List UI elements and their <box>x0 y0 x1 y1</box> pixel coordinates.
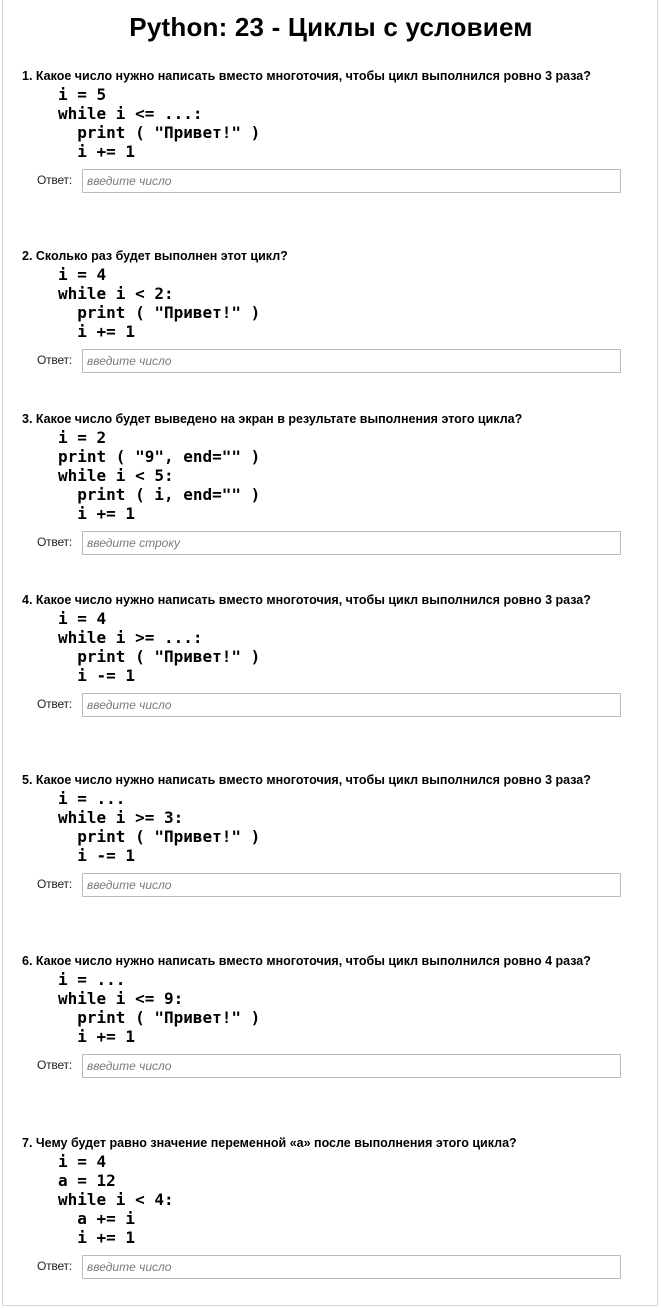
task-question: 5. Какое число нужно написать вместо многоточия, чтобы цикл выполнился ровно 3 раза? <box>22 773 591 787</box>
task-question: 4. Какое число нужно написать вместо многоточия, чтобы цикл выполнился ровно 3 раза? <box>22 593 591 607</box>
task-5 <box>22 771 652 898</box>
answer-row <box>22 349 652 374</box>
task-question: 1. Какое число нужно написать вместо многоточия, чтобы цикл выполнился ровно 3 раза? <box>22 69 591 83</box>
answer-row <box>22 1255 652 1280</box>
answer-row <box>22 1054 652 1079</box>
answer-input-6[interactable] <box>82 1054 621 1078</box>
answer-label: Ответ: <box>37 535 72 549</box>
task-code: i = ... while i >= 3: print ( "Привет!" ) i -= 1 <box>58 789 261 865</box>
answer-input-5[interactable] <box>82 873 621 897</box>
task-1 <box>22 67 652 194</box>
task-question: 2. Сколько раз будет выполнен этот цикл? <box>22 249 288 263</box>
answer-label: Ответ: <box>37 1259 72 1273</box>
answer-input-7[interactable] <box>82 1255 621 1279</box>
answer-row <box>22 169 652 194</box>
task-code: i = 4 a = 12 while i < 4: a += i i += 1 <box>58 1152 174 1247</box>
answer-row <box>22 873 652 898</box>
task-question: 3. Какое число будет выведено на экран в результате выполнения этого цикла? <box>22 412 523 426</box>
answer-label: Ответ: <box>37 1058 72 1072</box>
answer-input-4[interactable] <box>82 693 621 717</box>
task-code: i = 4 while i >= ...: print ( "Привет!" ) i -= 1 <box>58 609 261 685</box>
task-question: 7. Чему будет равно значение переменной «a» после выполнения этого цикла? <box>22 1136 517 1150</box>
answer-label: Ответ: <box>37 173 72 187</box>
answer-input-3[interactable] <box>82 531 621 555</box>
task-code: i = 2 print ( "9", end="" ) while i < 5: print ( i, end="" ) i += 1 <box>58 428 261 523</box>
answer-input-2[interactable] <box>82 349 621 373</box>
answer-label: Ответ: <box>37 697 72 711</box>
answer-row <box>22 693 652 718</box>
task-4 <box>22 591 652 718</box>
task-code: i = ... while i <= 9: print ( "Привет!" ) i += 1 <box>58 970 261 1046</box>
answer-label: Ответ: <box>37 877 72 891</box>
task-question: 6. Какое число нужно написать вместо многоточия, чтобы цикл выполнился ровно 4 раза? <box>22 954 591 968</box>
task-2 <box>22 247 652 374</box>
task-code: i = 4 while i < 2: print ( "Привет!" ) i += 1 <box>58 265 261 341</box>
task-6 <box>22 952 652 1079</box>
answer-input-1[interactable] <box>82 169 621 193</box>
answer-row <box>22 531 652 556</box>
task-7 <box>22 1134 652 1280</box>
page-title: Python: 23 - Циклы с условием <box>129 12 533 42</box>
answer-label: Ответ: <box>37 353 72 367</box>
task-code: i = 5 while i <= ...: print ( "Привет!" ) i += 1 <box>58 85 261 161</box>
task-3 <box>22 410 652 556</box>
